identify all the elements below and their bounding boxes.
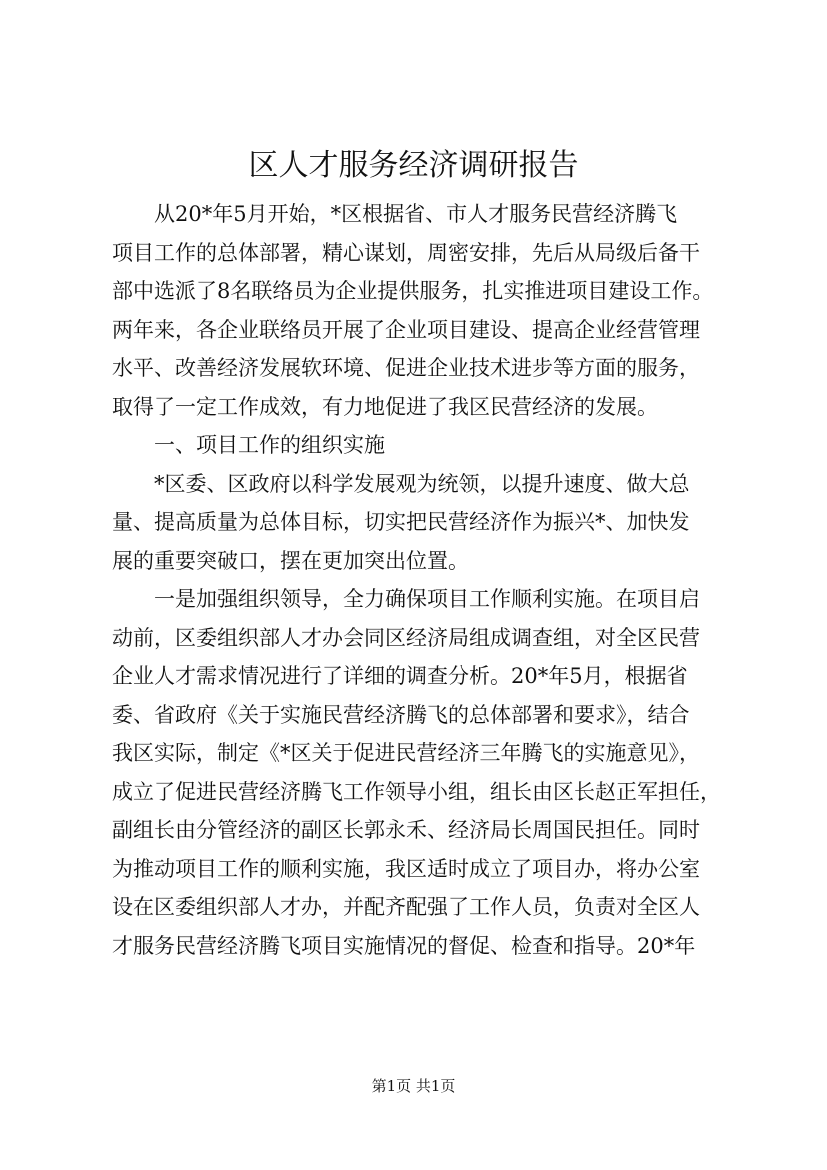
body-line: 才服务民营经济腾飞项目实施情况的督促、检查和指导。20*年 [112, 933, 696, 958]
body-line: 水平、改善经济发展软环境、促进企业技术进步等方面的服务， [112, 356, 700, 380]
body-line: *区委、区政府以科学发展观为统领，以提升速度、做大总 [154, 471, 690, 496]
body-line: 副组长由分管经济的副区长郭永禾、经济局长周国民担任。同时 [112, 818, 700, 842]
body-line: 量、提高质量为总体目标，切实把民营经济作为振兴*、加快发 [112, 510, 690, 534]
body-line: 动前，区委组织部人才办会同区经济局组成调查组，对全区民营 [112, 625, 700, 650]
document-title: 区人才服务经济调研报告 [248, 148, 579, 183]
body-line: 企业人才需求情况进行了详细的调查分析。20*年5月，根据省 [112, 664, 688, 688]
body-line: 成立了促进民营经济腾飞工作领导小组，组长由区长赵正军担任， [112, 779, 721, 804]
body-line: 项目工作的总体部署，精心谋划，周密安排，先后从局级后备干 [112, 240, 700, 265]
document-body [112, 195, 732, 965]
section-heading: 一、项目工作的组织实施 [154, 433, 385, 457]
body-line: 展的重要突破口，摆在更加突出位置。 [112, 548, 469, 573]
body-line: 设在区委组织部人才办，并配齐配强了工作人员，负责对全区人 [112, 895, 700, 919]
body-line: 两年来，各企业联络员开展了企业项目建设、提高企业经营管理 [112, 317, 700, 342]
body-line: 部中选派了8名联络员为企业提供服务，扎实推进项目建设工作。 [112, 279, 714, 303]
body-line: 取得了一定工作成效，有力地促进了我区民营经济的发展。 [112, 394, 658, 419]
body-line: 从20*年5月开始，*区根据省、市人才服务民营经济腾飞 [154, 202, 678, 226]
body-line: 我区实际，制定《*区关于促进民营经济三年腾飞的实施意见》， [112, 741, 700, 765]
page-footer: 第1页 共1页 [371, 1077, 456, 1095]
body-line: 为推动项目工作的顺利实施，我区适时成立了项目办，将办公室 [112, 856, 700, 881]
body-line: 一是加强组织领导，全力确保项目工作顺利实施。在项目启 [154, 587, 700, 611]
body-line: 委、省政府《关于实施民营经济腾飞的总体部署和要求》，结合 [112, 702, 690, 727]
